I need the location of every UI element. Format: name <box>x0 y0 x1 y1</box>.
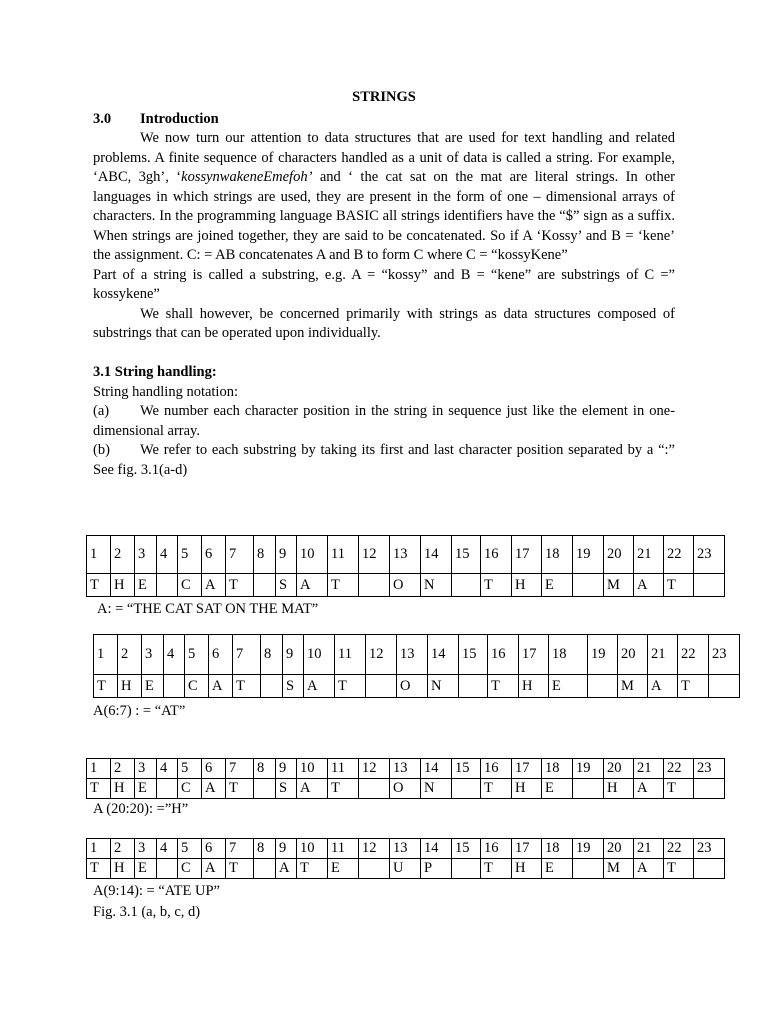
character-cell: H <box>111 574 135 597</box>
character-cell: M <box>618 675 648 698</box>
character-cell: A <box>202 779 226 799</box>
character-cell: A <box>202 574 226 597</box>
position-cell: 18 <box>542 839 573 859</box>
character-cell <box>254 779 276 799</box>
character-cell: H <box>512 779 542 799</box>
character-cell: H <box>512 859 542 879</box>
list-label-a: (a) <box>93 403 110 419</box>
intro-p1-text-a: We now turn our attention to data structures that are used for text handling and related problems. A finite sequence of characters handled as a unit of data is called a string. For example, ‘ABC, 3gh’, ‘ <box>93 130 675 185</box>
character-cell: T <box>87 574 111 597</box>
position-cell: 2 <box>111 759 135 779</box>
character-cell <box>694 574 725 597</box>
position-cell: 19 <box>573 536 604 574</box>
character-cell: E <box>542 859 573 879</box>
character-cell: O <box>390 574 421 597</box>
position-cell: 3 <box>135 759 157 779</box>
character-cell: C <box>178 779 202 799</box>
character-cell: T <box>226 859 254 879</box>
character-cell: H <box>111 859 135 879</box>
position-cell: 10 <box>297 759 328 779</box>
character-cell: T <box>664 859 694 879</box>
position-cell: 20 <box>604 839 634 859</box>
character-cell: E <box>135 574 157 597</box>
character-cell: H <box>118 675 142 698</box>
character-cell: T <box>94 675 118 698</box>
character-cell <box>164 675 185 698</box>
position-cell: 3 <box>135 536 157 574</box>
position-cell: 14 <box>428 635 459 675</box>
character-cell: U <box>390 859 421 879</box>
position-cell: 1 <box>87 839 111 859</box>
character-cell: T <box>226 574 254 597</box>
intro-heading-text: Introduction <box>140 110 219 127</box>
character-cell: A <box>648 675 678 698</box>
position-cell: 15 <box>452 839 481 859</box>
position-cell: 22 <box>664 536 694 574</box>
character-cell: T <box>87 779 111 799</box>
position-cell: 20 <box>604 759 634 779</box>
character-cell: H <box>512 574 542 597</box>
position-cell: 7 <box>226 759 254 779</box>
table-caption-b: A(6:7) : = “AT” <box>93 703 186 719</box>
position-cell: 2 <box>118 635 142 675</box>
character-cell: T <box>678 675 709 698</box>
position-cell: 16 <box>481 536 512 574</box>
position-cell: 14 <box>421 536 452 574</box>
position-cell: 1 <box>94 635 118 675</box>
character-cell <box>694 859 725 879</box>
intro-number: 3.0 <box>93 110 112 127</box>
character-cell <box>261 675 283 698</box>
position-cell: 22 <box>678 635 709 675</box>
position-cell: 5 <box>178 536 202 574</box>
character-cell <box>157 859 178 879</box>
position-cell: 11 <box>328 759 359 779</box>
character-cell: C <box>185 675 209 698</box>
position-cell: 4 <box>157 759 178 779</box>
position-cell: 17 <box>519 635 549 675</box>
character-cell <box>573 779 604 799</box>
character-cell: C <box>178 574 202 597</box>
string-table-b <box>93 634 740 698</box>
character-cell: M <box>604 574 634 597</box>
character-cell: T <box>297 859 328 879</box>
character-cell: A <box>304 675 335 698</box>
position-cell: 18 <box>542 536 573 574</box>
character-cell: H <box>519 675 549 698</box>
document-body <box>93 88 675 480</box>
character-cell <box>459 675 488 698</box>
position-cell: 17 <box>512 536 542 574</box>
position-cell: 9 <box>276 839 297 859</box>
position-cell: 3 <box>142 635 164 675</box>
list-label-b: (b) <box>93 442 110 458</box>
character-cell: C <box>178 859 202 879</box>
character-cell: E <box>542 574 573 597</box>
character-cell <box>588 675 618 698</box>
position-cell: 13 <box>397 635 428 675</box>
position-cell: 19 <box>588 635 618 675</box>
position-cell: 8 <box>261 635 283 675</box>
character-cell <box>573 859 604 879</box>
position-cell: 4 <box>157 839 178 859</box>
character-cell: T <box>481 779 512 799</box>
character-cell: P <box>421 859 452 879</box>
character-cell: T <box>328 779 359 799</box>
character-cell <box>709 675 740 698</box>
character-cell: E <box>549 675 588 698</box>
position-cell: 8 <box>254 759 276 779</box>
figure-caption: Fig. 3.1 (a, b, c, d) <box>93 904 201 920</box>
character-cell: T <box>328 574 359 597</box>
character-cell: O <box>390 779 421 799</box>
position-cell: 10 <box>297 536 328 574</box>
character-cell <box>157 574 178 597</box>
string-table-a <box>86 535 725 597</box>
position-cell: 1 <box>87 536 111 574</box>
position-cell: 3 <box>135 839 157 859</box>
string-table-d <box>86 838 725 879</box>
list-text-a: We number each character position in the string in sequence just like the element in one- dimensional array. <box>93 403 675 439</box>
character-cell: E <box>328 859 359 879</box>
character-cell <box>359 859 390 879</box>
position-cell: 7 <box>233 635 261 675</box>
position-cell: 7 <box>226 536 254 574</box>
character-cell <box>157 779 178 799</box>
position-cell: 21 <box>634 536 664 574</box>
position-cell: 23 <box>694 536 725 574</box>
character-cell: O <box>397 675 428 698</box>
position-cell: 19 <box>573 759 604 779</box>
string-table-c <box>86 758 725 799</box>
page-title: STRINGS <box>352 89 416 105</box>
intro-p1-italic: kossynwakeneEmefoh’ <box>181 169 313 185</box>
character-cell: N <box>428 675 459 698</box>
position-cell: 5 <box>178 839 202 859</box>
character-cell: T <box>488 675 519 698</box>
position-cell: 4 <box>157 536 178 574</box>
position-cell: 23 <box>694 839 725 859</box>
position-cell: 22 <box>664 839 694 859</box>
character-cell: S <box>276 574 297 597</box>
position-cell: 9 <box>283 635 304 675</box>
position-cell: 12 <box>359 839 390 859</box>
list-text-b: We refer to each substring by taking its first and last character position separated by a “:” See fig. 3.1(a-d) <box>93 442 675 478</box>
position-cell: 21 <box>634 759 664 779</box>
character-cell: M <box>604 859 634 879</box>
position-cell: 6 <box>202 839 226 859</box>
position-cell: 18 <box>542 759 573 779</box>
position-cell: 22 <box>664 759 694 779</box>
character-cell: A <box>297 779 328 799</box>
position-cell: 10 <box>304 635 335 675</box>
position-cell: 16 <box>481 759 512 779</box>
character-cell: A <box>634 574 664 597</box>
position-cell: 16 <box>488 635 519 675</box>
character-cell: T <box>664 779 694 799</box>
position-cell: 23 <box>694 759 725 779</box>
list-item-b <box>93 441 675 480</box>
position-cell: 11 <box>328 536 359 574</box>
character-cell: T <box>226 779 254 799</box>
character-cell <box>452 574 481 597</box>
position-cell: 16 <box>481 839 512 859</box>
character-cell <box>694 779 725 799</box>
position-cell: 14 <box>421 759 452 779</box>
position-cell: 20 <box>618 635 648 675</box>
intro-p1-text-b: and ‘ the cat sat on the mat are literal strings. In other languages in which strings are used, they are present in the form of one – dimensional arrays of characters. In the programming language BASIC all strings identifiers have the “$” sign as a suffix. When strings are joined together, they are said to be concatenated. So if A ‘Kossy’ and B = ‘kene’ the assignment. C: = AB concatenates A and B to form C where C = “kossyKene” <box>93 169 675 263</box>
character-cell: A <box>634 779 664 799</box>
position-cell: 17 <box>512 839 542 859</box>
position-cell: 12 <box>359 536 390 574</box>
character-cell <box>452 779 481 799</box>
intro-paragraph-3: We shall however, be concerned primarily with strings as data structures composed of substrings that can be operated upon individually. <box>93 305 675 341</box>
position-cell: 1 <box>87 759 111 779</box>
character-cell: A <box>202 859 226 879</box>
position-cell: 6 <box>209 635 233 675</box>
position-cell: 4 <box>164 635 185 675</box>
position-cell: 5 <box>178 759 202 779</box>
character-cell: N <box>421 574 452 597</box>
position-cell: 6 <box>202 759 226 779</box>
table-caption-d: A(9:14): = “ATE UP” <box>93 883 220 899</box>
character-cell: N <box>421 779 452 799</box>
position-cell: 6 <box>202 536 226 574</box>
character-cell: E <box>542 779 573 799</box>
position-cell: 11 <box>328 839 359 859</box>
position-cell: 9 <box>276 759 297 779</box>
notation-line: String handling notation: <box>93 383 238 400</box>
position-cell: 9 <box>276 536 297 574</box>
character-cell: T <box>481 859 512 879</box>
character-cell: E <box>142 675 164 698</box>
character-cell: A <box>209 675 233 698</box>
position-cell: 21 <box>634 839 664 859</box>
position-cell: 8 <box>254 536 276 574</box>
intro-paragraph-2: Part of a string is called a substring, e.g. A = “kossy” and B = “kene” are substrings of C =” kossykene” <box>93 266 675 302</box>
table-caption-c: A (20:20): =”H” <box>93 801 189 817</box>
character-cell <box>254 859 276 879</box>
character-cell: E <box>135 779 157 799</box>
character-cell: T <box>233 675 261 698</box>
character-cell <box>359 779 390 799</box>
position-cell: 8 <box>254 839 276 859</box>
position-cell: 12 <box>359 759 390 779</box>
character-cell <box>254 574 276 597</box>
character-cell: A <box>276 859 297 879</box>
position-cell: 21 <box>648 635 678 675</box>
character-cell: T <box>335 675 366 698</box>
position-cell: 15 <box>452 759 481 779</box>
position-cell: 13 <box>390 759 421 779</box>
character-cell <box>366 675 397 698</box>
character-cell <box>359 574 390 597</box>
position-cell: 20 <box>604 536 634 574</box>
position-cell: 23 <box>709 635 740 675</box>
position-cell: 13 <box>390 536 421 574</box>
position-cell: 7 <box>226 839 254 859</box>
position-cell: 19 <box>573 839 604 859</box>
character-cell: H <box>111 779 135 799</box>
character-cell: E <box>135 859 157 879</box>
position-cell: 14 <box>421 839 452 859</box>
position-cell: 2 <box>111 839 135 859</box>
character-cell: S <box>283 675 304 698</box>
position-cell: 13 <box>390 839 421 859</box>
position-cell: 10 <box>297 839 328 859</box>
character-cell: T <box>664 574 694 597</box>
table-caption-a: A: = “THE CAT SAT ON THE MAT” <box>97 601 319 617</box>
position-cell: 15 <box>452 536 481 574</box>
position-cell: 2 <box>111 536 135 574</box>
intro-paragraph-1 <box>93 129 675 266</box>
intro-heading <box>93 110 675 130</box>
character-cell: H <box>604 779 634 799</box>
position-cell: 17 <box>512 759 542 779</box>
character-cell: T <box>87 859 111 879</box>
character-cell <box>452 859 481 879</box>
section-31-heading: 3.1 String handling: <box>93 364 217 380</box>
character-cell: A <box>634 859 664 879</box>
character-cell: S <box>276 779 297 799</box>
list-item-a <box>93 402 675 441</box>
character-cell: T <box>481 574 512 597</box>
position-cell: 18 <box>549 635 588 675</box>
character-cell <box>573 574 604 597</box>
character-cell: A <box>297 574 328 597</box>
position-cell: 11 <box>335 635 366 675</box>
position-cell: 5 <box>185 635 209 675</box>
position-cell: 15 <box>459 635 488 675</box>
position-cell: 12 <box>366 635 397 675</box>
